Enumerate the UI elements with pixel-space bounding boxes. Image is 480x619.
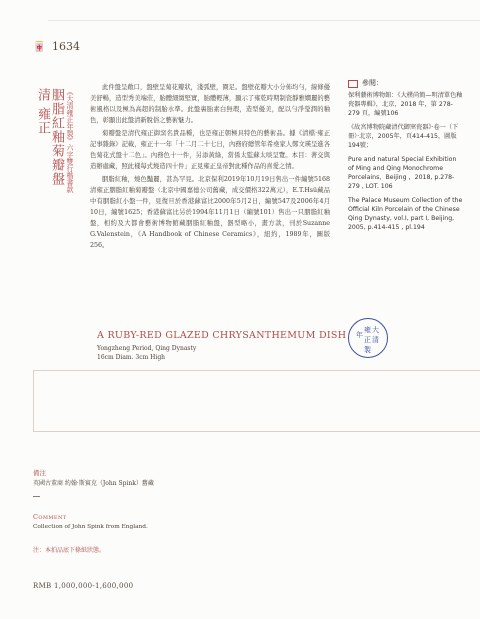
references <box>348 79 463 237</box>
title-en-details <box>97 344 196 362</box>
references-heading <box>348 79 463 88</box>
seal-char: 正 <box>364 336 371 344</box>
condition-note: 注：本拍品底下條紙狀態。 <box>33 547 106 554</box>
seal-char: 雍 <box>364 326 371 334</box>
reference-item: 保利藝術博物館：《大樸尚簡—明清單色釉瓷器專輯》，北京，2018 年，第 278-279 頁，編號106 <box>348 92 463 117</box>
estimate: RMB 1,000,000-1,600,000 <box>33 582 134 590</box>
title-en-period: Yongzheng Period, Qing Dynasty <box>97 345 197 352</box>
title-en-size: 16cm Diam. 3cm High <box>97 354 166 361</box>
reference-item: 《故宮博物院藏清代御窯瓷器》·卷一（下冊）·北京，2005年，頁414-415，圖版194號； <box>348 124 459 149</box>
title-cn-period: 清 雍正 <box>35 88 50 136</box>
reference-item: Pure and natural Special Exhibition of Ming and Qing Monochrome Porcelains，Beijing ，2018, p.278-279 , LOT. 106 <box>348 156 457 190</box>
seal-char: 大 <box>372 326 379 334</box>
seal-char: 製 <box>364 346 371 354</box>
provenance-heading-en: Comment <box>33 513 67 521</box>
provenance-text-cn: 英國古董商 約翰·斯賓克（John Spink）舊藏 <box>33 480 154 487</box>
seal-char: 年 <box>356 331 363 339</box>
reference-item: The Palace Museum Collection of the Official Kiln Porcelain of the Chinese Qing Dynasty, vol.I, part I, Beijing, 2005, p.414-415 , pl.194 <box>348 197 463 231</box>
description-paragraph: 菊瓣盤是清代雍正御窯名貴品種，也是雍正朝極具特色的藝術品。據《清檔·雍正記事雜錄》記載，雍正十一年「十二月二十七日，內務府總管年希堯家人鄭文瑛呈進各色菊花式盤十二色」。內務色十一件，另添黃綠，當係太監蘇太啖呈覽。本目：著交與造辦處藏，照此樣每式燒造四十件」正見雍正皇帝對此種作品的喜愛之情。 <box>90 130 330 170</box>
lot-number-value: 1634 <box>51 40 80 53</box>
description-paragraph: 此件盤呈敞口，盤壁呈菊花瓣狀，淺弧壁，圈足。盤壁花瓣大小分佈均勻，線條優美舒暢，造型秀美端莊，胎體細緻堅實，胎體輕薄，顯示了雍乾時期制瓷靜雅嫺麗的藝術風格以及極為高超的制胎水準。此盤裏胎素白無瑕，造型優美，配以勻淨瑩潤的釉色，彰顯出此盤清新脫俗之藝術魅力。 <box>90 84 330 124</box>
lot-number <box>33 40 80 53</box>
references-heading-label: 參閱： <box>362 79 383 87</box>
reign-mark-seal <box>348 318 388 358</box>
provenance-heading-cn: 備注 <box>33 469 46 477</box>
title-cn-mark: 《大清雍正年製》六字雙行楷書款 <box>66 88 74 193</box>
seal-char: 清 <box>372 336 379 344</box>
lot-mark-icon: 🀄 <box>33 42 46 53</box>
frame-rule-lower <box>33 370 480 432</box>
title-cn-name: 胭脂紅釉菊瓣盤 <box>49 88 64 186</box>
book-icon <box>348 80 358 88</box>
provenance-text-en: Collection of John Spink from England. <box>33 524 148 530</box>
description-paragraph: 胭脂紅釉，燒色豔麗，甚為罕見。北京保利2019年10月19日售出一件編號5168清雍正胭脂紅釉菊瓣盤（北京中國嘉德公司舊藏，成交價格322萬元），E.T.Hsü藏品中有胭脂紅小盤一件，見復旦於香港蘇富比2000年5月2日，編號547及2006年4月10日，編號1625；香港蘇富比另於1994年11月1日（編號101）售出一只胭脂紅釉盤，相約及大都會藝術博物館藏胭脂紅釉盤，器型略小，畫方款，刊於Suzanne G.Valenstein，《A Handbook of Chinese Ceramics》，紐約，1989年，圖版256。 <box>90 176 330 249</box>
description-cn <box>90 82 330 253</box>
title-en: A RUBY-RED GLAZED CHRYSANTHEMUM DISH <box>97 330 347 341</box>
divider <box>33 496 40 497</box>
